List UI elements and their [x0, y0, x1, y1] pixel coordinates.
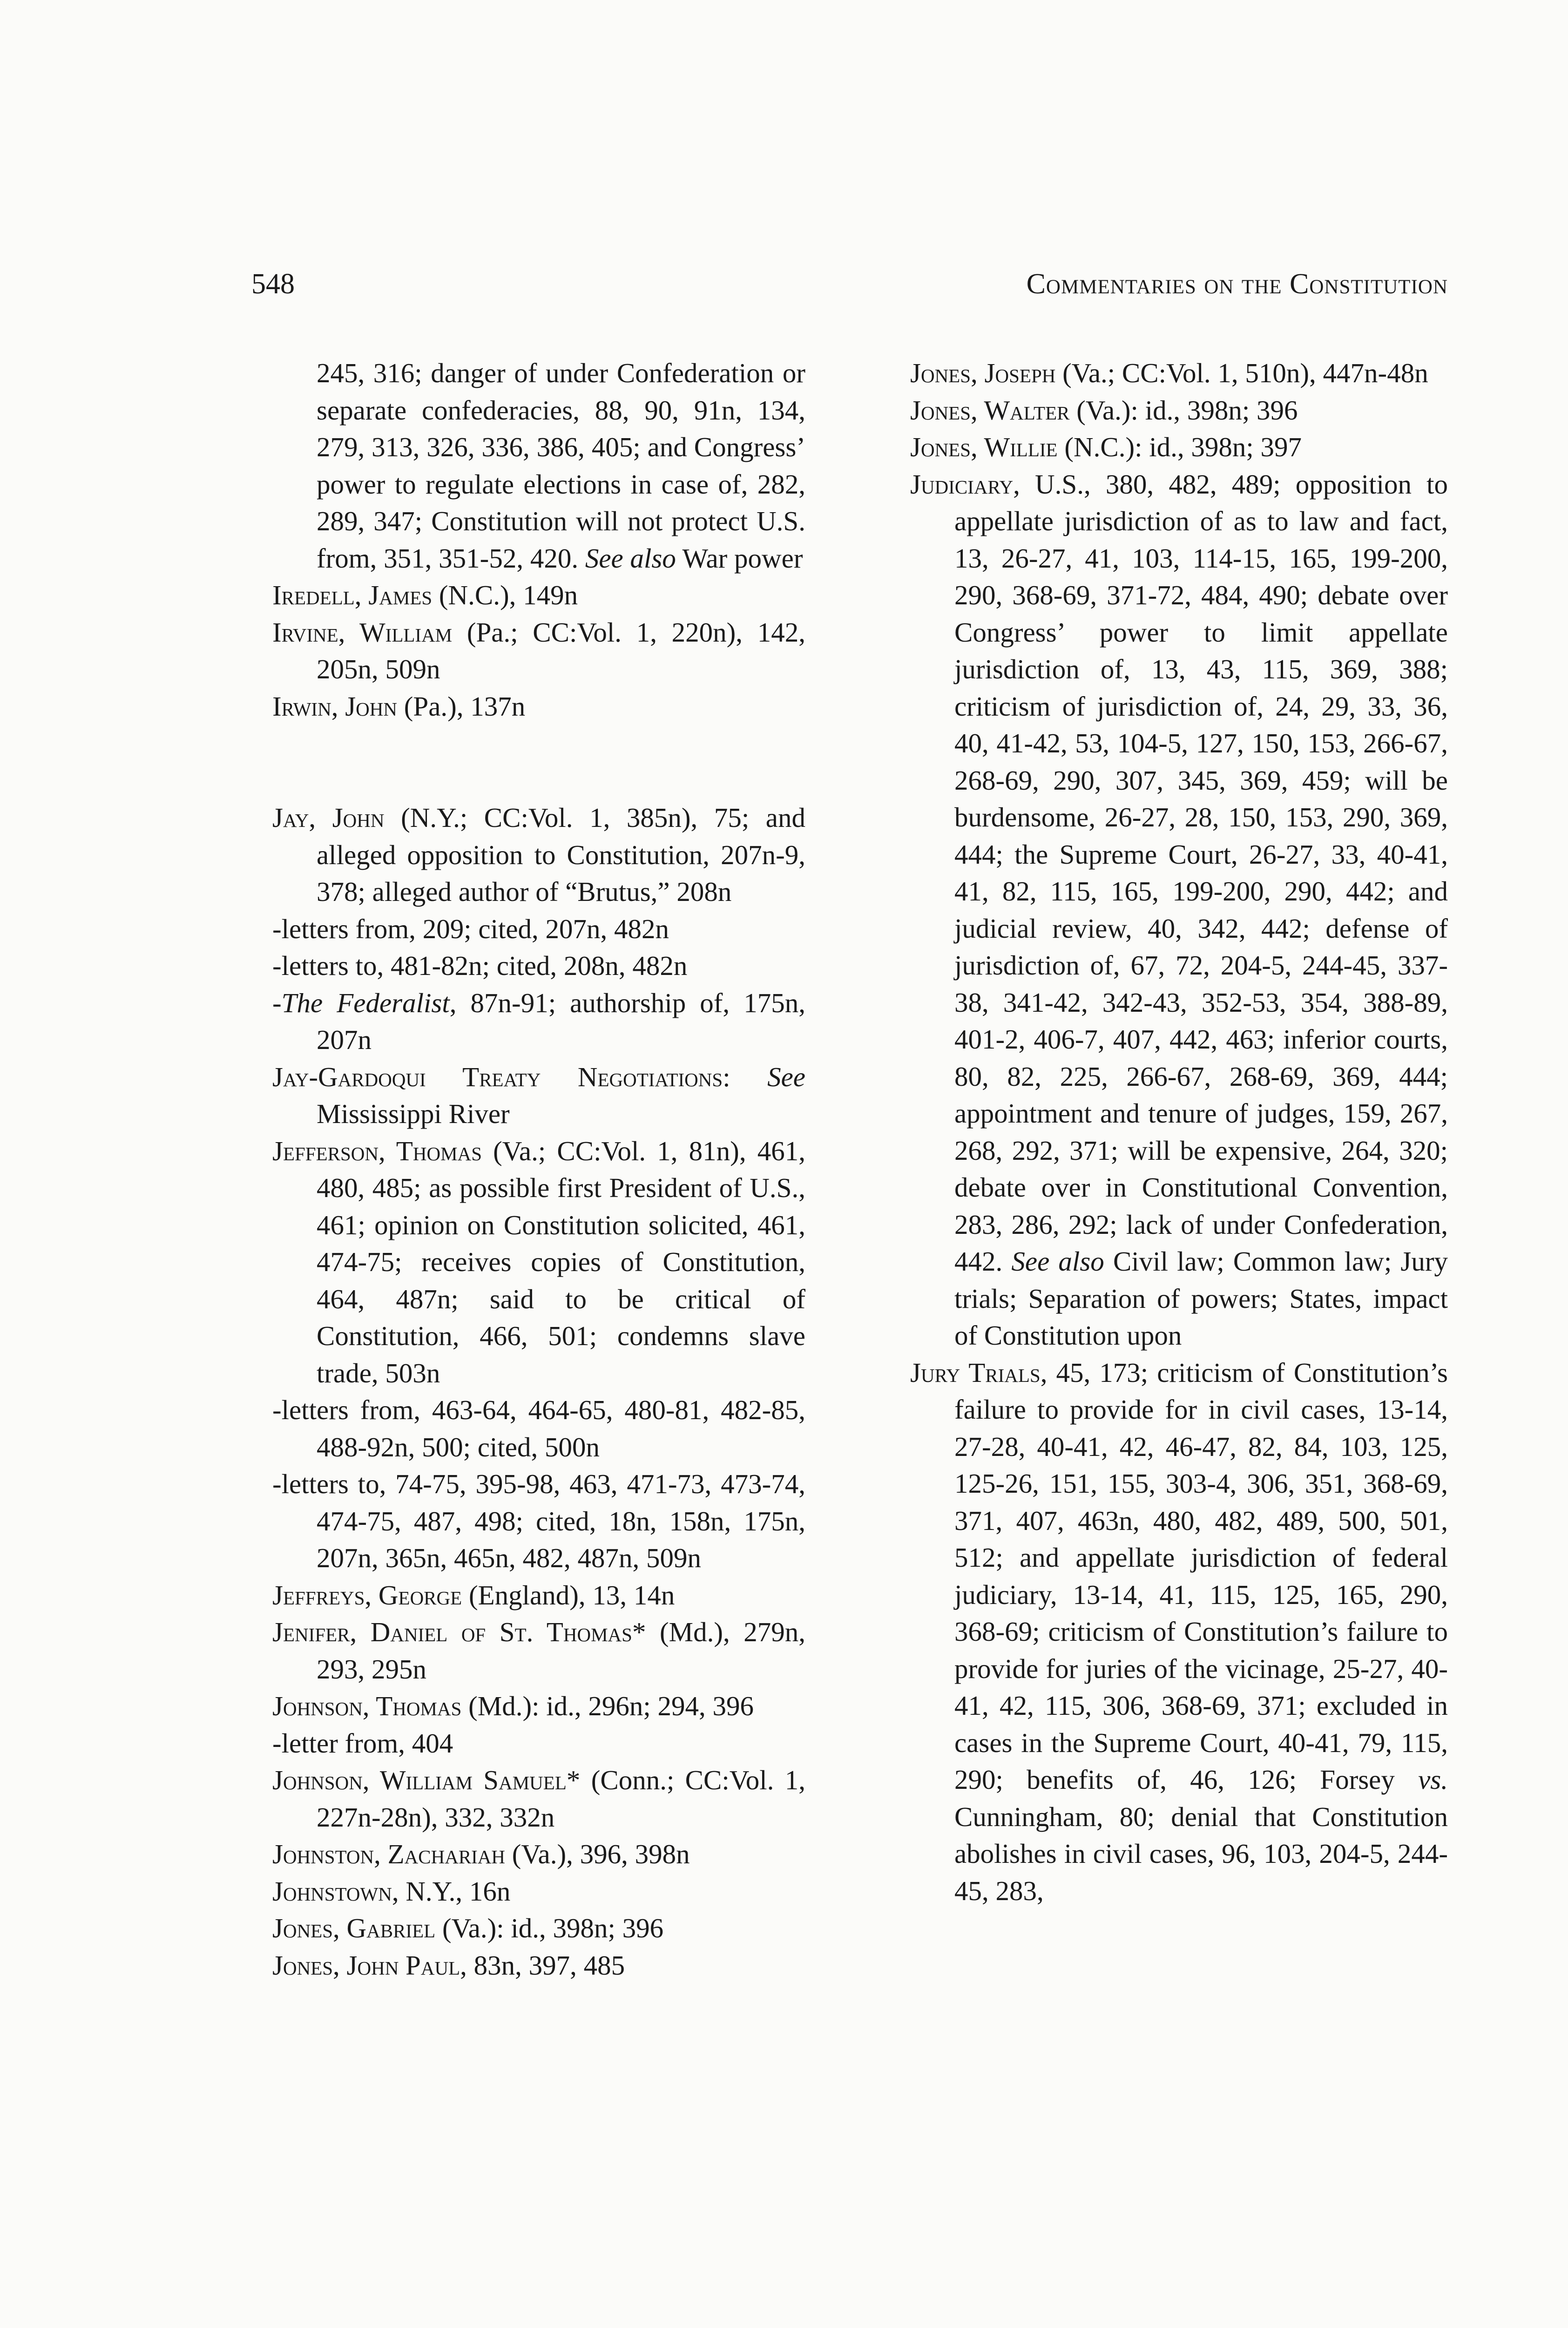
index-entry	[910, 1354, 1448, 1910]
entry-text: Civil law; Common law; Jury trials; Separation of powers; States, impact of Constitution upon	[954, 1246, 1448, 1351]
entry-text: War power	[676, 542, 803, 574]
entry-text: (Pa.), 137n	[397, 690, 526, 722]
index-subentry	[272, 911, 805, 948]
index-entry	[272, 799, 805, 911]
index-entry	[272, 1577, 805, 1614]
index-subentry	[272, 1392, 805, 1466]
entry-headword: Jefferson, Thomas	[272, 1135, 482, 1166]
entry-text: See also	[1011, 1246, 1104, 1277]
entry-text: See	[767, 1061, 805, 1092]
index-entry	[272, 1614, 805, 1688]
index-subentry	[272, 985, 805, 1059]
entry-text: (Va.; CC:Vol. 1, 81n), 461, 480, 485; as possible first President of U.S., 461; opinion on Constitution solicited, 461, 474-75; receives copies of Constitution, 464, 487n; said to be critical of Constitution, 466, 501; condemns slave trade, 503n	[317, 1135, 805, 1388]
entry-headword: Jury Trials	[910, 1357, 1041, 1388]
entry-text: -	[272, 987, 282, 1018]
entry-headword: Jones, John Paul	[272, 1949, 460, 1981]
entry-headword: Jones, Gabriel	[272, 1913, 436, 1943]
entry-text: , 45, 173; criticism of Constitution’s failure to provide for in civil cases, 13-14, 27-28, 40-41, 42, 46-47, 82, 84, 103, 125, 125-26, 151, 155, 303-4, 306, 351, 368-69, 371, 407, 463n, 480, 482, 489, 500, 501, 512; and appellate jurisdiction of federal judiciary, 13-14, 41, 115, 125, 165, 290, 368-69; criticism of Constitution’s failure to provide for juries of the vicinage, 25-27, 40-41, 42, 115, 306, 368-69, 371; excluded in cases in the Supreme Court, 40-41, 79, 115, 290; benefits of, 46, 126; Forsey	[954, 1357, 1448, 1795]
entry-text: (Conn.; CC:Vol. 1, 227n-28n), 332, 332n	[317, 1765, 805, 1833]
index-entry	[272, 1762, 805, 1836]
entry-text: (Md.), 279n, 293, 295n	[317, 1617, 806, 1685]
entry-headword: Judiciary, U.S.	[910, 468, 1084, 500]
entry-text: -letters from, 209; cited, 207n, 482n	[272, 913, 669, 944]
index-entry	[910, 466, 1448, 1354]
entry-headword: Johnstown	[272, 1875, 392, 1907]
entry-headword: Jones, Joseph	[910, 358, 1056, 388]
entry-headword: Johnston, Zachariah	[272, 1839, 506, 1869]
entry-text: 245, 316; danger of under Confederation or separate confederacies, 88, 90, 91n, 134, 279, 313, 326, 336, 386, 405; and Congress’ power to regulate elections in case of, 282, 289, 347; Constitution will not protect U.S. from, 351, 351-52, 420.	[317, 358, 805, 574]
entry-text: , 83n, 397, 485	[460, 1949, 625, 1981]
index-entry	[910, 429, 1448, 466]
entry-headword: Jay, John	[272, 802, 385, 833]
index-column-left	[272, 355, 805, 1984]
entry-text: -letters to, 481-82n; cited, 208n, 482n	[272, 950, 688, 981]
entry-text: (N.C.), 149n	[432, 580, 578, 610]
index-entry	[272, 355, 805, 577]
entry-headword: Irwin, John	[272, 690, 397, 722]
index-entry	[272, 688, 805, 725]
index-entry	[272, 614, 805, 688]
entry-text: See also	[585, 542, 676, 574]
page-number: 548	[251, 268, 295, 300]
index-entry	[272, 1873, 805, 1910]
letter-section-gap	[272, 725, 805, 799]
entry-text	[730, 1062, 768, 1092]
index-entry	[272, 577, 805, 614]
entry-text: (Va.; CC:Vol. 1, 510n), 447n-48n	[1055, 358, 1428, 388]
entry-text: Cunningham, 80; denial that Constitution abolishes in civil cases, 96, 103, 204-5, 244-45, 283,	[954, 1801, 1448, 1906]
entry-text: , 87n-91; authorship of, 175n, 207n	[317, 987, 805, 1055]
index-entry	[272, 1836, 805, 1873]
entry-text: (Va.): id., 398n; 396	[1069, 394, 1298, 426]
index-entry	[910, 392, 1448, 429]
entry-text: (England), 13, 14n	[462, 1579, 675, 1611]
entry-text: -letter from, 404	[272, 1727, 453, 1759]
entry-text: The Federalist	[281, 987, 450, 1018]
entry-text: (Pa.; CC:Vol. 1, 220n), 142, 205n, 509n	[317, 616, 805, 684]
entry-headword: Jenifer, Daniel of St. Thomas*	[272, 1617, 646, 1647]
entry-headword: Jeffreys, George	[272, 1579, 462, 1611]
entry-text: vs.	[1418, 1764, 1448, 1795]
entry-text: Mississippi River	[317, 1098, 510, 1129]
index-subentry	[272, 947, 805, 985]
index-entry	[910, 355, 1448, 392]
entry-headword: Iredell, James	[272, 580, 433, 610]
entry-headword: Jay-Gardoqui Treaty Negotiations:	[272, 1061, 730, 1092]
entry-text: , N.Y., 16n	[392, 1875, 511, 1907]
entry-text: (Md.): id., 296n; 294, 396	[461, 1691, 754, 1721]
index-subentry	[272, 1725, 805, 1762]
entry-text: (Va.): id., 398n; 396	[435, 1913, 664, 1943]
page-header	[251, 268, 1448, 310]
running-head: Commentaries on the Constitution	[1026, 268, 1448, 300]
index-entry	[272, 1133, 805, 1392]
index-entry	[272, 1910, 805, 1947]
entry-headword: Jones, Walter	[910, 394, 1070, 426]
index-entry	[272, 1947, 805, 1984]
entry-text: , 380, 482, 489; opposition to appellate jurisdiction of as to law and fact, 13, 26-27, 41, 103, 114-15, 165, 199-200, 290, 368-69, 371-72, 484, 490; debate over Congress’ power to limit appellate jurisdiction of, 13, 43, 115, 369, 388; criticism of jurisdiction of, 24, 29, 33, 36, 40, 41-42, 53, 104-5, 127, 150, 153, 266-67, 268-69, 290, 307, 345, 369, 459; will be burdensome, 26-27, 28, 150, 153, 290, 369, 444; the Supreme Court, 26-27, 33, 40-41, 41, 82, 115, 165, 199-200, 290, 442; and judicial review, 40, 342, 442; defense of jurisdiction of, 67, 72, 204-5, 244-45, 337-38, 341-42, 342-43, 352-53, 354, 388-89, 401-2, 406-7, 407, 442, 463; inferior courts, 80, 82, 225, 266-67, 268-69, 369, 444; appointment and tenure of judges, 159, 267, 268, 292, 371; will be expensive, 264, 320; debate over in Constitutional Convention, 283, 286, 292; lack of under Confederation, 442.	[954, 468, 1448, 1277]
index-entry	[272, 1059, 805, 1133]
entry-text: -letters to, 74-75, 395-98, 463, 471-73, 473-74, 474-75, 487, 498; cited, 18n, 158n, 175n, 207n, 365n, 465n, 482, 487n, 509n	[272, 1469, 805, 1573]
entry-headword: Johnson, Thomas	[272, 1691, 462, 1721]
index-subentry	[272, 1466, 805, 1577]
entry-headword: Jones, Willie	[910, 432, 1058, 462]
entry-headword: Irvine, William	[272, 616, 453, 648]
index-column-right	[910, 355, 1448, 1909]
entry-headword: Johnson, William Samuel*	[272, 1765, 581, 1795]
entry-text: -letters from, 463-64, 464-65, 480-81, 482-85, 488-92n, 500; cited, 500n	[272, 1394, 805, 1462]
entry-text: (N.Y.; CC:Vol. 1, 385n), 75; and alleged opposition to Constitution, 207n-9, 378; alleged author of “Brutus,” 208n	[317, 802, 805, 907]
entry-text: (Va.), 396, 398n	[505, 1839, 690, 1869]
index-entry	[272, 1688, 805, 1725]
entry-text: (N.C.): id., 398n; 397	[1057, 432, 1302, 462]
